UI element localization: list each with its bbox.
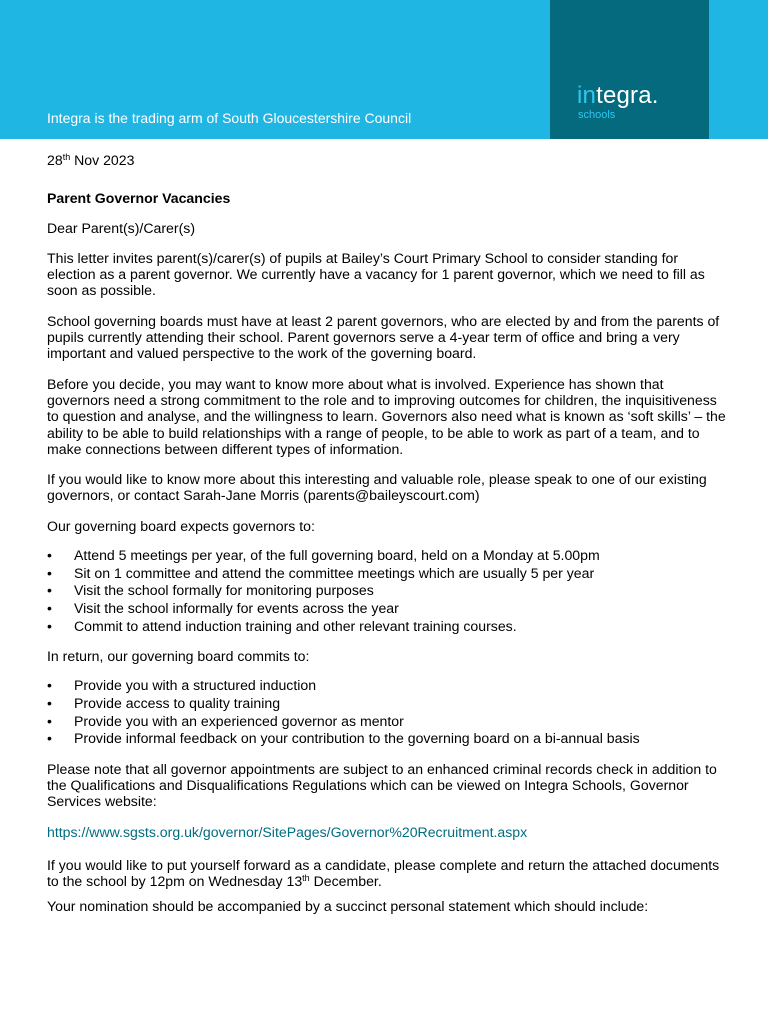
- logo-wordmark: [577, 82, 659, 110]
- governor-recruitment-link[interactable]: https://www.sgsts.org.uk/governor/SitePages/Governor%20Recruitment.aspx: [47, 823, 528, 840]
- letter-body: [47, 152, 727, 928]
- list-item: • Provide you with a structured induction: [47, 677, 727, 693]
- date-month-year: Nov 2023: [70, 152, 135, 168]
- paragraph-invitation: This letter invites parent(s)/carer(s) of pupils at Bailey’s Court Primary School to consider standing for election as a parent governor. We currently have a vacancy for 1 parent governor, which we need to fill as soon as possible.: [47, 249, 705, 299]
- list-item: • Sit on 1 committee and attend the committee meetings which are usually 5 per year: [47, 565, 727, 581]
- letter-title: Parent Governor Vacancies: [47, 190, 231, 207]
- list-item: • Provide access to quality training: [47, 695, 727, 711]
- commitments-list: [47, 677, 727, 746]
- paragraph-deadline: [47, 857, 727, 890]
- expectations-intro: Our governing board expects governors to:: [47, 517, 315, 534]
- logo-main: tegra.: [596, 82, 659, 109]
- header-banner: [0, 0, 768, 139]
- expectations-list: [47, 547, 727, 634]
- date-day: 28: [47, 152, 63, 168]
- list-item: • Provide you with an experienced governor as mentor: [47, 713, 727, 729]
- list-item: • Commit to attend induction training and other relevant training courses.: [47, 618, 727, 634]
- list-item: • Visit the school informally for events across the year: [47, 600, 727, 616]
- salutation: Dear Parent(s)/Carer(s): [47, 219, 196, 236]
- deadline-suffix: th: [302, 873, 310, 884]
- paragraph-nomination: Your nomination should be accompanied by a succinct personal statement which should include:: [47, 897, 649, 914]
- list-item: • Provide informal feedback on your contribution to the governing board on a bi-annual basis: [47, 730, 727, 746]
- deadline-month: December.: [309, 873, 382, 890]
- paragraph-governing-boards: School governing boards must have at least 2 parent governors, who are elected by and from the parents of pupils currently attending their school. Parent governors serve a 4-year term of office and bring a very important and valued perspective to the work of the governing board.: [47, 312, 720, 362]
- integra-logo: [550, 0, 709, 139]
- logo-subtitle: schools: [578, 109, 616, 121]
- list-item: • Attend 5 meetings per year, of the full governing board, held on a Monday at 5.00pm: [47, 547, 727, 563]
- commitments-intro: In return, our governing board commits to:: [47, 648, 310, 665]
- paragraph-checks: Please note that all governor appointments are subject to an enhanced criminal records check in addition to the Qualifications and Disqualifications Regulations which can be viewed on Integra Schools, Governor Services website:: [47, 760, 717, 810]
- logo-prefix: in: [577, 82, 597, 109]
- date-suffix: th: [62, 152, 71, 162]
- paragraph-experience: Before you decide, you may want to know more about what is involved. Experience has shown that governors need a strong commitment to the role and to improving outcomes for children, the inquisitiveness to question and analyse, and the willingness to learn. Governors also need what is known as ‘soft skills’ – the ability to be able to build relationships with a range of people, to be able to work as part of a team, and to make connections between different types of information.: [47, 375, 726, 457]
- paragraph-contact: If you would like to know more about this interesting and valuable role, please speak to one of our existing governors, or contact Sarah-Jane Morris (parents@baileyscourt.com): [47, 471, 707, 504]
- list-item: • Visit the school formally for monitoring purposes: [47, 582, 727, 598]
- letter-date: [47, 152, 727, 168]
- header-tagline: Integra is the trading arm of South Gloucestershire Council: [47, 110, 412, 126]
- deadline-text: If you would like to put yourself forward as a candidate, please complete and return the attached documents to the school by 12pm on Wednesday 13: [47, 856, 720, 890]
